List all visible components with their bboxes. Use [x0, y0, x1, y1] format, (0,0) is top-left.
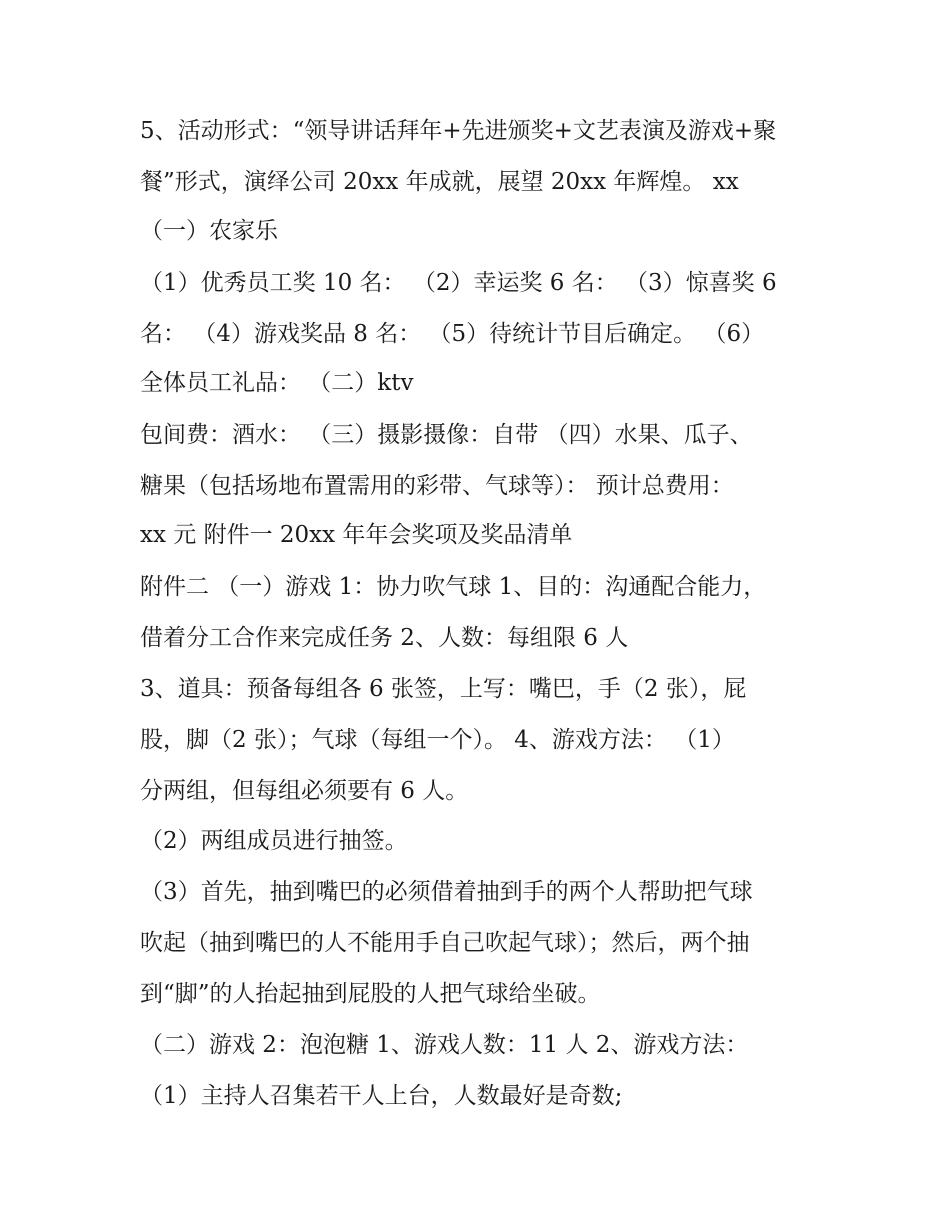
- text-line-3: （一）农家乐: [140, 218, 278, 244]
- text-line-15: （2）两组成员进行抽签。: [140, 828, 408, 854]
- text-line-18: 到“脚”的人抬起抽到屁股的人把气球给坐破。: [140, 981, 601, 1007]
- text-line-1: 5、活动形式：“领导讲话拜年+先进颁奖+文艺表演及游戏+聚: [140, 118, 777, 144]
- text-line-17: 吹起（抽到嘴巴的人不能用手自己吹起气球）；然后，两个抽: [140, 930, 750, 956]
- text-line-14: 分两组，但每组必须要有 6 人。: [140, 778, 469, 804]
- text-line-16: （3）首先，抽到嘴巴的必须借着抽到手的两个人帮助把气球: [140, 879, 753, 905]
- text-line-8: 糖果（包括场地布置需用的彩带、气球等）： 预计总费用：: [140, 473, 734, 499]
- text-line-5: 名： （4）游戏奖品 8 名： （5）待统计节目后确定。 （6）: [140, 321, 765, 347]
- text-line-10: 附件二 （一）游戏 1：协力吹气球 1、目的：沟通配合能力，: [140, 574, 767, 600]
- text-line-20: （1）主持人召集若干人上台，人数最好是奇数;: [140, 1083, 623, 1109]
- text-line-13: 股，脚（2 张）；气球（每组一个）。 4、游戏方法： （1）: [140, 727, 735, 753]
- text-line-7: 包间费：酒水： （三）摄影摄像：自带 （四）水果、瓜子、: [140, 422, 753, 448]
- text-line-9: xx 元 附件一 20xx 年年会奖项及奖品清单: [140, 522, 573, 548]
- text-line-11: 借着分工合作来完成任务 2、人数：每组限 6 人: [140, 625, 629, 651]
- text-line-2: 餐”形式，演绎公司 20xx 年成就，展望 20xx 年辉煌。 xx: [140, 169, 739, 195]
- text-line-4: （1）优秀员工奖 10 名： （2）幸运奖 6 名： （3）惊喜奖 6: [140, 270, 777, 296]
- text-line-19: （二）游戏 2：泡泡糖 1、游戏人数：11 人 2、游戏方法：: [140, 1032, 749, 1058]
- text-line-12: 3、道具：预备每组各 6 张签，上写：嘴巴，手（2 张），屁: [140, 676, 747, 702]
- text-line-6: 全体员工礼品： （二）ktv: [140, 370, 414, 396]
